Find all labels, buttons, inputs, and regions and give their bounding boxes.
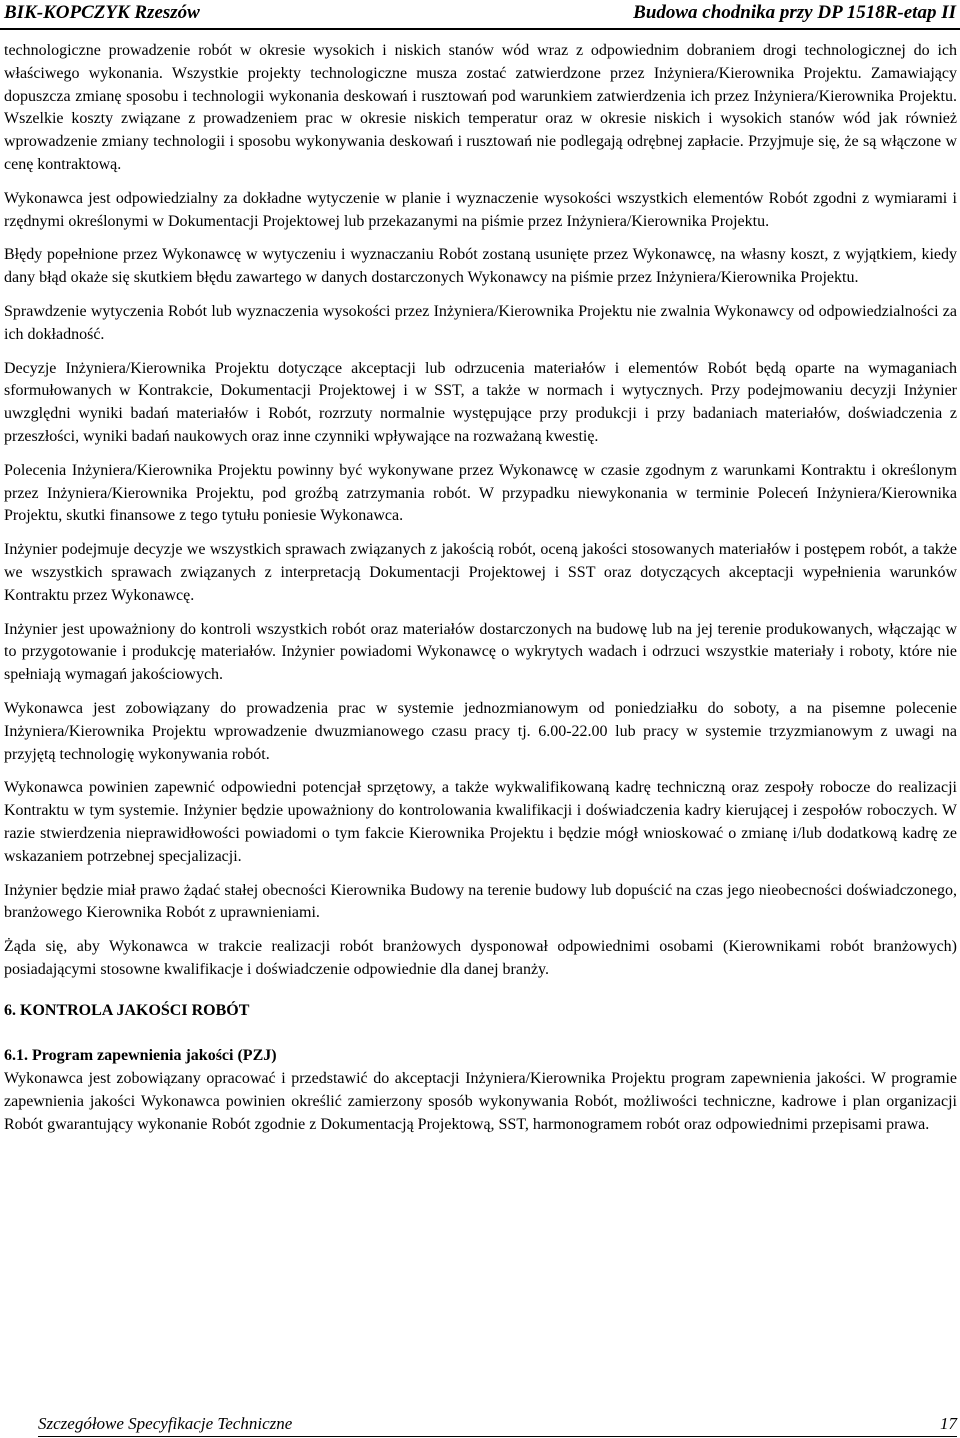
paragraph: Żąda się, aby Wykonawca w trakcie realizacji robót branżowych dysponował odpowiednimi osobami (Kierownikami robót branżowych) posiadającymi stosowne kwalifikacje i doświadczenie odpowiednie dla danej branży. bbox=[4, 938, 957, 978]
footer-page-number: 17 bbox=[940, 1414, 957, 1433]
paragraph: Błędy popełnione przez Wykonawcę w wytyczeniu i wyznaczaniu Robót zostaną usunięte przez Wykonawcę, na własny koszt, z wyjątkiem, kiedy dany błąd okaże się skutkiem błędu zawartego w danych dostarczonych Wykonawcy na piśmie przez Inżyniera/Kierownika Projektu. bbox=[4, 246, 957, 287]
footer-document-title: Szczegółowe Specyfikacje Techniczne bbox=[38, 1414, 293, 1433]
paragraph: Polecenia Inżyniera/Kierownika Projektu powinny być wykonywane przez Wykonawcę w czasie zgodnym z warunkami Kontraktu i określonym przez Inżyniera/Kierownika Projektu, pod groźbą zatrzymania robót. W przypadku niewykonania w terminie Poleceń Inżyniera/Kierownika Projektu, skutki finansowe z tego tytułu poniesie Wykonawca. bbox=[4, 461, 957, 525]
paragraph: Decyzje Inżyniera/Kierownika Projektu dotyczące akceptacji lub odrzucenia materiałów i elementów Robót będą oparte na wymaganiach sformułowanych w Kontrakcie, Dokumentacji Projektowej i w SST, a także w normach i wytycznych. Przy podejmowaniu decyzji Inżynier uwzględni wyniki badań materiałów i Robót, rozrzuty normalnie występujące przy produkcji i przy badaniach materiałów, doświadczenia z przeszłości, wyniki badań naukowych oraz inne czynniki wpływające na rozważaną kwestię. bbox=[4, 359, 957, 445]
paragraph: Wykonawca powinien zapewnić odpowiedni potencjał sprzętowy, a także wykwalifikowaną kadrę techniczną oraz zespoły robocze do realizacji Kontraktu w tym systemie. Inżynier będzie upoważniony do kontrolowania kwalifikacji i doświadczenia kadry kierującej i zespołów roboczych. W razie stwierdzenia nieprawidłowości powiadomi o tym fakcie Kierownika Projektu i będzie mógł wnioskować o zmianę i/lub dodatkową kadrę ze wskazaniem potrzebnej specjalizacji. bbox=[4, 779, 957, 865]
section-heading: 6. KONTROLA JAKOŚCI ROBÓT bbox=[4, 1001, 250, 1019]
paragraph: Wykonawca jest odpowiedzialny za dokładne wytyczenie w planie i wyznaczenie wysokości wszystkich elementów Robót zgodni z wymiarami i rzędnymi określonymi w Dokumentacji Projektowej lub przekazanymi na piśmie przez Inżyniera/Kierownika Projektu. bbox=[4, 189, 957, 230]
paragraph: technologiczne prowadzenie robót w okresie wysokich i niskich stanów wód wraz z odpowiednim dobraniem drogi technologicznej do ich właściwego wykonania. Wszystkie projekty technologiczne musza zostać zatwierdzone przez Inżyniera/Kierownika Projektu. Zamawiający dopuszcza zmianę sposobu i technologii wykonania deskowań i rusztowań pod warunkiem zatwierdzenia ich przez Inżyniera/Kierownika Projektu. Wszelkie koszty związane z prowadzeniem prac w okresie niskich temperatur oraz w okresie niskich i wysokich stanów wód jak również wprowadzenie zmiany technologii i sposobu wykonywania deskowań i rusztowań nie podlegają odrębnej zapłacie. Przyjmuje się, że są włączone w cenę kontraktową. bbox=[4, 42, 957, 173]
paragraph: Inżynier podejmuje decyzje we wszystkich sprawach związanych z jakością robót, oceną jakości stosowanych materiałów i postępem robót, a także we wszystkich sprawach związanych z interpretacją Dokumentacji Projektowej i SST oraz dotyczących akceptacji wypełnienia warunków Kontraktu przez Wykonawcę. bbox=[4, 541, 957, 604]
document-body bbox=[4, 40, 957, 1137]
paragraph: Sprawdzenie wytyczenia Robót lub wyznaczenia wysokości przez Inżyniera/Kierownika Projektu nie zwalnia Wykonawcy od odpowiedzialności za ich dokładność. bbox=[4, 302, 957, 343]
header-company: BIK-KOPCZYK Rzeszów bbox=[4, 2, 200, 23]
page-footer bbox=[38, 1414, 957, 1437]
page-header bbox=[0, 0, 960, 30]
subsection-heading: 6.1. Program zapewnienia jakości (PZJ) bbox=[4, 1047, 277, 1065]
header-project-title: Budowa chodnika przy DP 1518R-etap II bbox=[633, 2, 956, 23]
paragraph: Inżynier jest upoważniony do kontroli wszystkich robót oraz materiałów dostarczonych na budowę lub na jej terenie produkowanych, włączając w to przygotowanie i produkcję materiałów. Inżynier powiadomi Wykonawcę o wykrytych wadach i odrzuci wszystkie materiały i roboty, które nie spełniają wymagań jakościowych. bbox=[4, 620, 957, 684]
paragraph: Inżynier będzie miał prawo żądać stałej obecności Kierownika Budowy na terenie budowy lub dopuścić na czas jego nieobecności doświadczonego, branżowego Kierownika Robót z uprawnieniami. bbox=[4, 881, 957, 922]
paragraph: Wykonawca jest zobowiązany opracować i przedstawić do akceptacji Inżyniera/Kierownika Projektu program zapewnienia jakości. W programie zapewnienia jakości Wykonawca powinien określić zamierzony sposób wykonywania Robót, możliwości techniczne, kadrowe i plan organizacji Robót gwarantujący wykonanie Robót zgodnie z Dokumentacją Projektową, SST, harmonogramem robót oraz odpowiednimi przepisami prawa. bbox=[4, 1070, 957, 1133]
paragraph: Wykonawca jest zobowiązany do prowadzenia prac w systemie jednozmianowym od poniedziałku do soboty, a na pisemne polecenie Inżyniera/Kierownika Projektu wprowadzenie dwuzmianowego czasu pracy tj. 6.00-22.00 lub pracy w systemie trzyzmianowym z uwagi na przyjętą technologię wykonywania robót. bbox=[4, 699, 957, 763]
